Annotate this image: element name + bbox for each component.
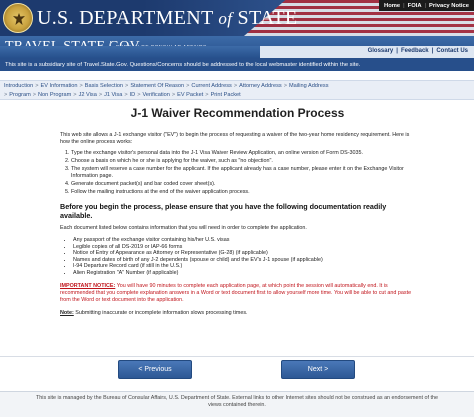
subsidiary-site-notice: This site is a subsidiary site of Travel.State.Gov. Questions/Concerns should be addressed to the local webmaster identified within the site. (0, 58, 474, 71)
required-documents-list (73, 237, 415, 277)
button-divider (0, 356, 474, 357)
breadcrumb-separator: > (35, 83, 39, 89)
process-steps-list (71, 150, 415, 196)
glossary-link[interactable]: Glossary (367, 48, 394, 54)
document-item: • Alien Registration "A" Number (if applicable) (73, 270, 415, 277)
breadcrumb-item-non-program[interactable]: Non Program (38, 91, 72, 98)
breadcrumb-separator: > (186, 83, 190, 89)
navigation-buttons (0, 360, 474, 380)
breadcrumb-item-id[interactable]: ID (129, 91, 136, 98)
document-item: • Any passport of the exchange visitor containing his/her U.S. visas (73, 237, 415, 244)
link-separator: | (424, 2, 427, 9)
previous-button[interactable]: < Previous (118, 360, 192, 379)
breadcrumb-item-ev-packet[interactable]: EV Packet (177, 91, 204, 98)
breadcrumb-separator: > (125, 83, 129, 89)
breadcrumb-separator: > (283, 83, 287, 89)
important-notice-text: You will have 90 minutes to complete each application page, at which point the session will automatically end. It is recommended that you complete explanation answers in a Word or text document first to allow yourself more time. You will be able to cut and paste from the Word or text document into the application. (60, 282, 412, 303)
document-item: • I-94 Departure Record card (if still in the U.S.) (73, 263, 415, 270)
breadcrumb-separator: > (73, 91, 77, 98)
breadcrumb-item-introduction[interactable]: Introduction (4, 83, 34, 89)
site-header (0, 0, 474, 58)
breadcrumb-item-statement-of-reason[interactable]: Statement Of Reason (130, 83, 185, 89)
eagle-icon (13, 13, 25, 25)
main-content (60, 106, 415, 317)
process-step: 2. Choose a basis on which he or she is applying for the waiver, such as "no objection". (71, 158, 415, 165)
breadcrumb-item-j2-visa[interactable]: J2 Visa (78, 91, 97, 98)
breadcrumb (0, 80, 474, 100)
next-button[interactable]: Next > (281, 360, 355, 379)
breadcrumb-item-ev-information[interactable]: EV Information (40, 83, 78, 89)
process-step: 4. Generate document packet(s) and bar coded cover sheet(s). (71, 181, 415, 188)
link-separator: | (431, 48, 434, 54)
breadcrumb-separator: > (124, 91, 128, 98)
breadcrumb-item-print-packet[interactable]: Print Packet (210, 91, 241, 98)
document-item: • Names and dates of birth of any J-2 dependents (spouse or child) and the EV's J-1 spouse (if applicable) (73, 257, 415, 264)
department-title[interactable] (37, 7, 297, 30)
dept-title-part: U.S. DEPARTMENT (37, 7, 219, 29)
dept-title-of: of (218, 9, 233, 28)
important-notice (60, 283, 415, 304)
site-footer: This site is managed by the Bureau of Consular Affairs, U.S. Department of State. External links to other Internet sites should not be construed as an endorsement of the views contained therein. (0, 391, 474, 417)
breadcrumb-separator: > (79, 83, 83, 89)
breadcrumb-separator: > (171, 91, 176, 98)
important-notice-label: IMPORTANT NOTICE: (60, 282, 116, 289)
processing-note (60, 310, 415, 317)
breadcrumb-separator: > (4, 91, 8, 98)
documents-intro: Each document listed below contains information that you will need in order to complete the application. (60, 225, 307, 231)
foia-link[interactable]: FOIA (407, 2, 422, 9)
document-item: • Legible copies of all DS-2019 or IAP-66 forms (73, 244, 415, 251)
breadcrumb-row (4, 82, 470, 91)
breadcrumb-item-basis-selection[interactable]: Basis Selection (84, 83, 124, 89)
breadcrumb-item-program[interactable]: Program (9, 91, 31, 98)
breadcrumb-item-mailing-address[interactable]: Mailing Address (289, 83, 329, 89)
breadcrumb-separator: > (205, 91, 209, 98)
breadcrumb-separator: > (233, 83, 238, 89)
documentation-heading: Before you begin the process, please ensure that you have the following documentation readily available. (60, 202, 387, 220)
feedback-link[interactable]: Feedback (400, 48, 429, 54)
flag-banner (0, 0, 474, 36)
process-step: 5. Follow the mailing instructions at the end of the waiver application process. (71, 189, 415, 196)
privacy-notice-link[interactable]: Privacy Notice (429, 2, 469, 9)
home-link[interactable]: Home (384, 2, 401, 9)
state-department-seal-icon[interactable] (3, 3, 33, 33)
breadcrumb-item-current-address[interactable]: Current Address (191, 83, 232, 89)
note-label: Note: (60, 309, 74, 316)
intro-paragraph: This web site allows a J-1 exchange visitor ("EV") to begin the process of requesting a waiver of the two-year home residency requirement. Here is how the online process works: (60, 132, 410, 145)
utility-links (368, 48, 468, 54)
top-links (379, 0, 474, 11)
contact-us-link[interactable]: Contact Us (436, 48, 468, 54)
breadcrumb-separator: > (137, 91, 141, 98)
note-text: Submitting inaccurate or incomplete information slows processing times. (73, 309, 248, 316)
process-step: 3. The system will reserve a case number for the applicant. If the applicant already has a case number, please enter it on the Exchange Visitor Information page. (71, 166, 415, 180)
link-separator: | (403, 2, 405, 9)
link-separator: | (396, 48, 398, 54)
breadcrumb-separator: > (98, 91, 103, 98)
page-title: J-1 Waiver Recommendation Process (130, 106, 345, 120)
document-item: • Notice of Entry of Appearance as Attorney or Representative (G-28) (if applicable) (73, 250, 415, 257)
breadcrumb-item-attorney-address[interactable]: Attorney Address (239, 83, 282, 89)
dept-title-part: STATE (232, 7, 298, 29)
process-step: 1. Type the exchange visitor's personal data into the J-1 Visa Waiver Review Application, an online version of Form DS-3035. (71, 150, 415, 157)
utility-bar-left (0, 46, 260, 58)
breadcrumb-row (4, 91, 470, 100)
breadcrumb-separator: > (32, 91, 37, 98)
breadcrumb-item-j1-visa[interactable]: J1 Visa (104, 91, 123, 98)
breadcrumb-item-verification[interactable]: Verification (142, 91, 170, 98)
